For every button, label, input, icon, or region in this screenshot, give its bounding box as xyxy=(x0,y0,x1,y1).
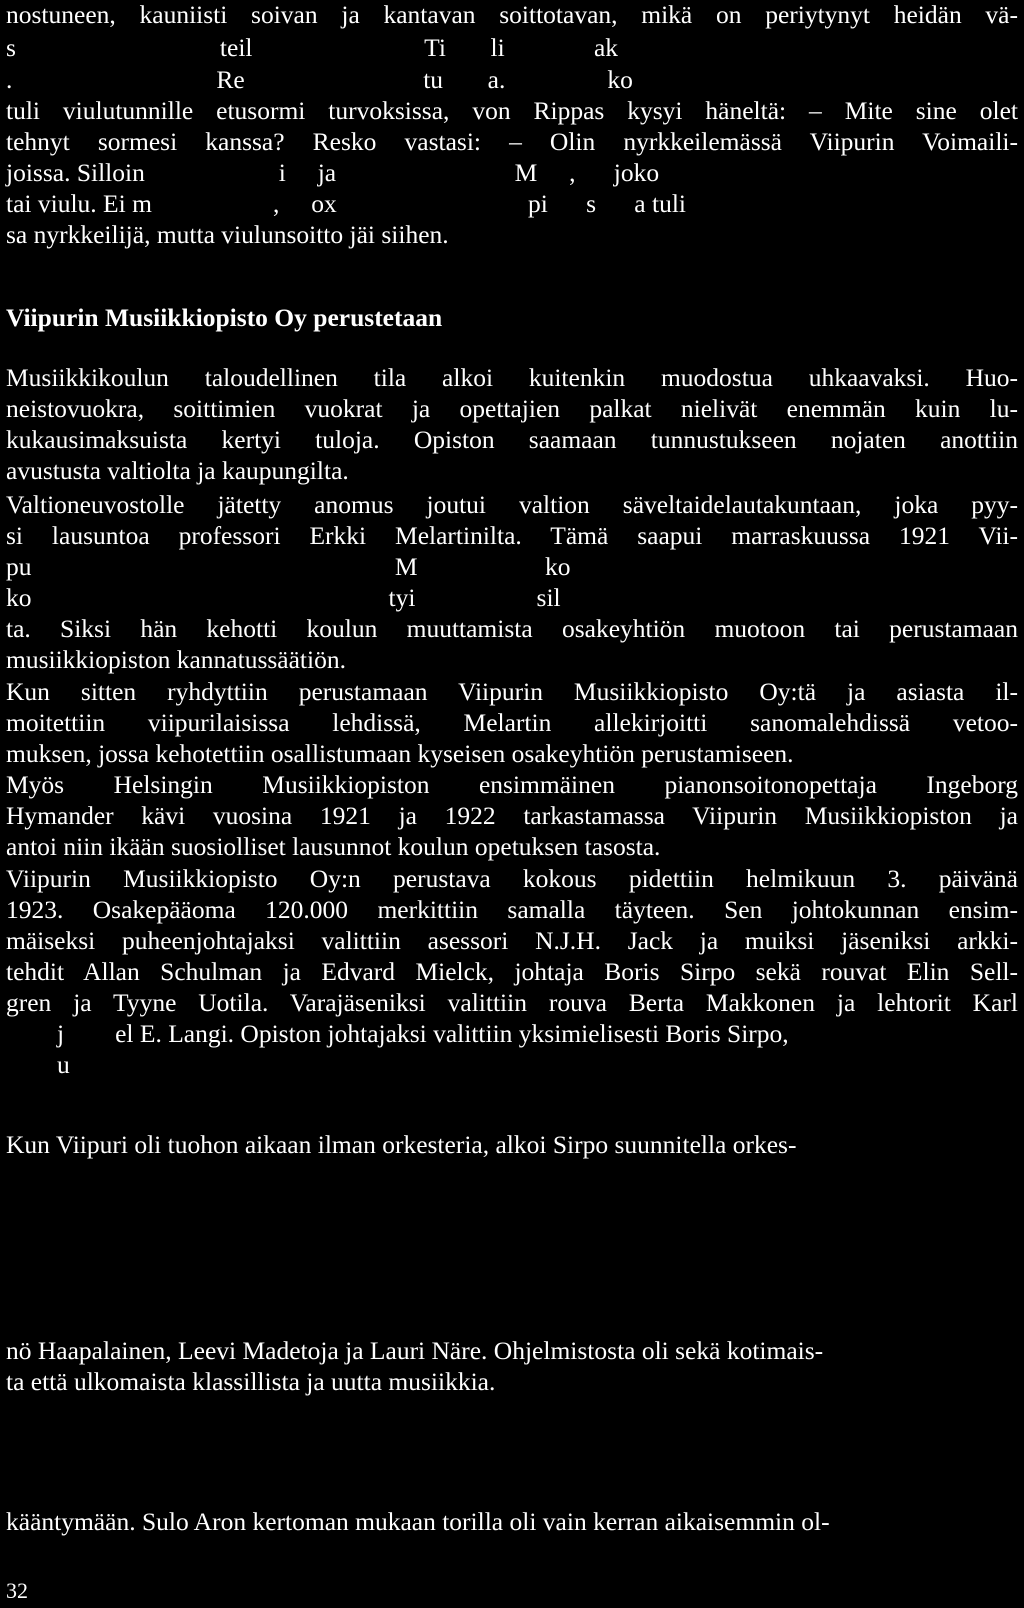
text-line: . Re tu a. ko xyxy=(6,65,633,94)
text-line: Myös Helsingin Musiikkiopiston ensimmäinen pianonsoitonopettaja Ingeborg xyxy=(6,770,1018,799)
text-line: ko tyi sil xyxy=(6,583,561,612)
text-line: nö Haapalainen, Leevi Madetoja ja Lauri Näre. Ohjelmistosta oli sekä kotimais- xyxy=(6,1336,824,1365)
text-line: muksen, jossa kehotettiin osallistumaan kyseisen osakeyhtiön perustamiseen. xyxy=(6,739,794,768)
text-line: kääntymään. Sulo Aron kertoman mukaan torilla oli vain kerran aikaisemmin ol- xyxy=(6,1507,830,1536)
text-line: Viipurin Musiikkiopisto Oy:n perustava kokous pidettiin helmikuun 3. päivänä xyxy=(6,864,1018,893)
page-number: 32 xyxy=(6,1578,28,1603)
text-line: Kun Viipuri oli tuohon aikaan ilman orkesteria, alkoi Sirpo suunnitella orkes- xyxy=(6,1130,797,1159)
text-line: ta että ulkomaista klassillista ja uutta musiikkia. xyxy=(6,1367,496,1396)
text-line: s teil Ti li ak xyxy=(6,33,619,62)
text-line: Musiikkikoulun taloudellinen tila alkoi kuitenkin muodostua uhkaavaksi. Huo- xyxy=(6,363,1018,392)
text-line: tehnyt sormesi kanssa? Resko vastasi: – Olin nyrkkeilemässä Viipurin Voimaili- xyxy=(6,127,1018,156)
text-line: Valtioneuvostolle jätetty anomus joutui valtion säveltaidelautakuntaan, joka pyy- xyxy=(6,490,1018,519)
text-line: tehdit Allan Schulman ja Edvard Mielck, johtaja Boris Sirpo sekä rouvat Elin Sell- xyxy=(6,957,1018,986)
text-line: 1923. Osakepääoma 120.000 merkittiin samalla täyteen. Sen johtokunnan ensim- xyxy=(6,895,1018,924)
text-line: ta. Siksi hän kehotti koulun muuttamista osakeyhtiön muotoon tai perustamaan xyxy=(6,614,1018,643)
text-line: sa nyrkkeilijä, mutta viulunsoitto jäi siihen. xyxy=(6,220,449,249)
text-line: joissa. Silloin i ja M , joko xyxy=(6,158,660,187)
text-line: neistovuokra, soittimien vuokrat ja opettajien palkat nielivät enemmän kuin lu- xyxy=(6,394,1018,423)
text-line: j el E. Langi. Opiston johtajaksi valittiin yksimielisesti Boris Sirpo, xyxy=(6,1019,789,1048)
text-line: moitettiin viipurilaisissa lehdissä, Melartin allekirjoitti sanomalehdissä vetoo- xyxy=(6,708,1018,737)
text-line: u xyxy=(6,1050,70,1079)
text-line: tuli viulutunnille etusormi turvoksissa, von Rippas kysyi häneltä: – Mite sine olet xyxy=(6,96,1018,125)
text-line: pu M ko xyxy=(6,552,571,581)
section-heading: Viipurin Musiikkiopisto Oy perustetaan xyxy=(6,303,443,332)
text-line: avustusta valtiolta ja kaupungilta. xyxy=(6,456,349,485)
text-line: Hymander kävi vuosina 1921 ja 1922 tarkastamassa Viipurin Musiikkiopiston ja xyxy=(6,801,1018,830)
text-line: Kun sitten ryhdyttiin perustamaan Viipurin Musiikkiopisto Oy:tä ja asiasta il- xyxy=(6,677,1018,706)
text-line: kukausimaksuista kertyi tuloja. Opiston saamaan tunnustukseen nojaten anottiin xyxy=(6,425,1018,454)
text-line: mäiseksi puheenjohtajaksi valittiin asessori N.J.H. Jack ja muiksi jäseniksi arkki- xyxy=(6,926,1018,955)
text-line: musiikkiopiston kannatussäätiön. xyxy=(6,645,346,674)
text-line: gren ja Tyyne Uotila. Varajäseniksi valittiin rouva Berta Makkonen ja lehtorit Karl xyxy=(6,988,1018,1017)
text-line: nostuneen, kauniisti soivan ja kantavan soittotavan, mikä on periytynyt heidän vä- xyxy=(6,0,1018,29)
text-line: si lausuntoa professori Erkki Melartinilta. Tämä saapui marraskuussa 1921 Vii- xyxy=(6,521,1018,550)
text-line: tai viulu. Ei m , ox pi s a tuli xyxy=(6,189,686,218)
text-line: antoi niin ikään suosiolliset lausunnot koulun opetuksen tasosta. xyxy=(6,832,661,861)
